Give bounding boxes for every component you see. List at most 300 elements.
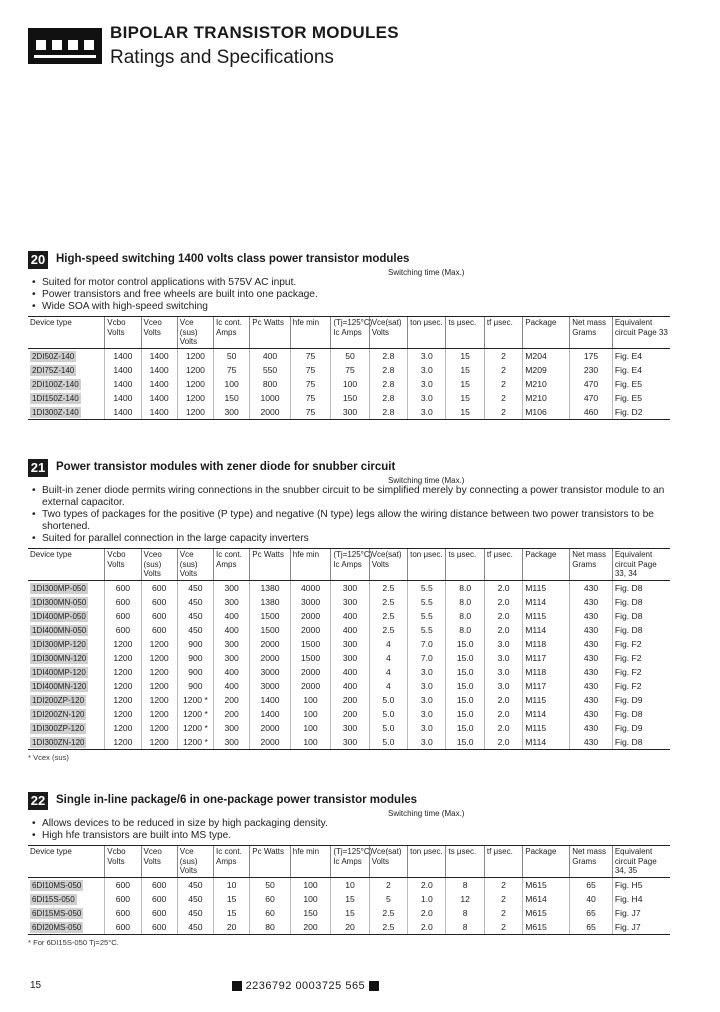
table-cell: Fig. D8 bbox=[612, 735, 670, 750]
column-header: hfe min bbox=[290, 317, 331, 349]
table-cell: 75 bbox=[290, 363, 331, 377]
list-item: • Suited for parallel connection in the large capacity inverters bbox=[28, 533, 678, 545]
table-row bbox=[28, 679, 670, 693]
device-type-label: 1DI400MN-050 bbox=[32, 625, 87, 635]
cell-device-type bbox=[28, 892, 105, 906]
table-cell: 430 bbox=[570, 735, 613, 750]
table-cell: 50 bbox=[214, 348, 250, 363]
table-cell: 1200 bbox=[177, 377, 213, 391]
table-cell: 4 bbox=[369, 651, 407, 665]
section-20 bbox=[28, 251, 678, 420]
device-type-label: 1DI300ZP-120 bbox=[32, 723, 85, 733]
table-cell: 3.0 bbox=[408, 679, 446, 693]
table-cell: 15.0 bbox=[446, 651, 484, 665]
cell-device-type bbox=[28, 665, 105, 679]
list-item: • Suited for motor control applications with 575V AC input. bbox=[28, 277, 678, 289]
section-heading bbox=[28, 251, 678, 271]
column-header: Vcbo Volts bbox=[105, 317, 141, 349]
table-cell: Fig. D8 bbox=[612, 623, 670, 637]
table-cell: 600 bbox=[141, 595, 177, 609]
table-cell: 5.0 bbox=[369, 735, 407, 750]
table-cell: 60 bbox=[250, 892, 291, 906]
table-cell: 3000 bbox=[250, 679, 291, 693]
table-row bbox=[28, 348, 670, 363]
table-cell: 470 bbox=[570, 377, 613, 391]
table-cell: 2 bbox=[484, 348, 522, 363]
table-cell: Fig. F2 bbox=[612, 665, 670, 679]
table-cell: 400 bbox=[331, 623, 369, 637]
table-cell: 2.0 bbox=[484, 595, 522, 609]
table-row bbox=[28, 363, 670, 377]
column-header: Device type bbox=[28, 846, 105, 878]
table-row bbox=[28, 391, 670, 405]
table-cell: 200 bbox=[214, 707, 250, 721]
table-cell: 300 bbox=[331, 405, 369, 420]
table-cell: 15 bbox=[446, 391, 484, 405]
table-row bbox=[28, 707, 670, 721]
table-cell: 75 bbox=[290, 405, 331, 420]
barcode-text: 2236792 0003725 565 bbox=[245, 980, 366, 992]
table-cell: 450 bbox=[177, 877, 213, 892]
table-cell: 800 bbox=[250, 377, 291, 391]
table-cell: 3.0 bbox=[484, 651, 522, 665]
table-cell: 1200 * bbox=[177, 693, 213, 707]
column-header: Vceo Volts bbox=[141, 317, 177, 349]
table-cell: 1200 bbox=[141, 735, 177, 750]
table-cell: 2 bbox=[484, 877, 522, 892]
table-cell: 1400 bbox=[141, 363, 177, 377]
table-cell: 900 bbox=[177, 679, 213, 693]
table-cell: Fig. D9 bbox=[612, 721, 670, 735]
table-cell: 3.0 bbox=[408, 405, 446, 420]
table-cell: Fig. E5 bbox=[612, 377, 670, 391]
device-type-label: 2DI100Z-140 bbox=[32, 379, 79, 389]
list-item: • Allows devices to be reduced in size by high packaging density. bbox=[28, 818, 678, 830]
device-type-label: 1DI300Z-140 bbox=[32, 407, 79, 417]
device-type-label: 1DI400MP-120 bbox=[32, 667, 86, 677]
table-cell: 300 bbox=[214, 595, 250, 609]
page-subtitle: Ratings and Specifications bbox=[110, 47, 334, 68]
table-cell: 200 bbox=[331, 707, 369, 721]
table-cell: 4 bbox=[369, 665, 407, 679]
table-cell: 65 bbox=[570, 906, 613, 920]
table-cell: 1400 bbox=[105, 405, 141, 420]
table-cell: 2.8 bbox=[369, 363, 407, 377]
table-cell: 2000 bbox=[290, 679, 331, 693]
table-cell: 430 bbox=[570, 623, 613, 637]
table-cell: 200 bbox=[290, 920, 331, 935]
column-header: Net mass Grams bbox=[570, 846, 613, 878]
page-number: 15 bbox=[30, 980, 42, 991]
table-row bbox=[28, 637, 670, 651]
table-cell: 15 bbox=[446, 363, 484, 377]
table-cell: Fig. E4 bbox=[612, 348, 670, 363]
table-cell: 300 bbox=[331, 580, 369, 595]
table-cell: 430 bbox=[570, 609, 613, 623]
table-cell: 150 bbox=[290, 906, 331, 920]
device-type-label: 6DI20MS-050 bbox=[32, 922, 82, 932]
table-cell: 1380 bbox=[250, 580, 291, 595]
device-type-label: 1DI300MN-050 bbox=[32, 597, 87, 607]
cell-device-type bbox=[28, 906, 105, 920]
device-type-label: 1DI150Z-140 bbox=[32, 393, 79, 403]
table-cell: 2 bbox=[484, 906, 522, 920]
spec-table bbox=[28, 845, 670, 935]
column-header: tf μsec. bbox=[484, 846, 522, 878]
section-heading bbox=[28, 792, 678, 812]
table-cell: 1500 bbox=[290, 637, 331, 651]
table-row bbox=[28, 906, 670, 920]
cell-device-type bbox=[28, 707, 105, 721]
table-cell: M115 bbox=[523, 580, 570, 595]
column-header: Equivalent circuit Page 33, 34 bbox=[612, 549, 670, 581]
table-cell: M115 bbox=[523, 609, 570, 623]
column-header: Device type bbox=[28, 549, 105, 581]
table-cell: 15 bbox=[214, 892, 250, 906]
table-cell: 1500 bbox=[250, 623, 291, 637]
table-cell: M114 bbox=[523, 595, 570, 609]
table-cell: 430 bbox=[570, 580, 613, 595]
table-cell: 200 bbox=[214, 693, 250, 707]
table-cell: 600 bbox=[105, 906, 141, 920]
table-cell: 75 bbox=[331, 363, 369, 377]
feature-list bbox=[28, 818, 678, 842]
table-cell: 100 bbox=[290, 892, 331, 906]
table-cell: 1200 bbox=[141, 693, 177, 707]
table-row bbox=[28, 665, 670, 679]
table-cell: 430 bbox=[570, 707, 613, 721]
column-header: Package bbox=[523, 317, 570, 349]
table-cell: 300 bbox=[331, 735, 369, 750]
cell-device-type bbox=[28, 920, 105, 935]
cell-device-type bbox=[28, 735, 105, 750]
feature-list bbox=[28, 485, 678, 545]
table-cell: 1200 bbox=[105, 721, 141, 735]
table-cell: 400 bbox=[331, 665, 369, 679]
cell-device-type bbox=[28, 609, 105, 623]
table-cell: 2.0 bbox=[408, 920, 446, 935]
table-cell: 7.0 bbox=[408, 637, 446, 651]
cell-device-type bbox=[28, 580, 105, 595]
table-cell: 400 bbox=[250, 348, 291, 363]
list-item: • Built-in zener diode permits wiring connections in the snubber circuit to be simplified merely by connecting a power transistor module to an external capacitor. bbox=[28, 485, 678, 509]
spec-table bbox=[28, 316, 670, 420]
table-cell: 3.0 bbox=[484, 637, 522, 651]
device-type-label: 1DI200ZP-120 bbox=[32, 695, 85, 705]
table-cell: M114 bbox=[523, 623, 570, 637]
table-cell: 1200 bbox=[141, 637, 177, 651]
column-header: Vce(sat) Volts bbox=[369, 846, 407, 878]
device-type-label: 2DI75Z-140 bbox=[32, 365, 75, 375]
table-cell: 400 bbox=[331, 679, 369, 693]
table-row bbox=[28, 721, 670, 735]
column-header: Vceo (sus) Volts bbox=[141, 549, 177, 581]
table-cell: 200 bbox=[331, 693, 369, 707]
table-cell: 2.5 bbox=[369, 920, 407, 935]
table-cell: 2.0 bbox=[484, 721, 522, 735]
column-header: ton μsec. bbox=[408, 317, 446, 349]
table-cell: 15.0 bbox=[446, 665, 484, 679]
table-cell: 7.0 bbox=[408, 651, 446, 665]
table-cell: 400 bbox=[214, 679, 250, 693]
table-cell: 100 bbox=[290, 735, 331, 750]
table-cell: 100 bbox=[290, 877, 331, 892]
table-cell: 4 bbox=[369, 637, 407, 651]
table-cell: 600 bbox=[105, 623, 141, 637]
table-cell: 600 bbox=[141, 906, 177, 920]
table-cell: 460 bbox=[570, 405, 613, 420]
table-cell: 100 bbox=[331, 377, 369, 391]
table-cell: 3.0 bbox=[484, 679, 522, 693]
cell-device-type bbox=[28, 363, 105, 377]
column-header: Pc Watts bbox=[250, 846, 291, 878]
column-header: Device type bbox=[28, 317, 105, 349]
table-cell: 3.0 bbox=[408, 363, 446, 377]
table-cell: 2 bbox=[484, 363, 522, 377]
table-cell: 400 bbox=[214, 623, 250, 637]
table-cell: 600 bbox=[105, 609, 141, 623]
device-type-label: 1DI200ZN-120 bbox=[32, 709, 85, 719]
table-cell: 300 bbox=[331, 651, 369, 665]
table-cell: 1400 bbox=[105, 348, 141, 363]
table-cell: 1400 bbox=[250, 707, 291, 721]
cell-device-type bbox=[28, 391, 105, 405]
table-cell: 5 bbox=[369, 892, 407, 906]
page-header bbox=[28, 22, 688, 82]
table-cell: 5.0 bbox=[369, 707, 407, 721]
list-item: • Wide SOA with high-speed switching bbox=[28, 301, 678, 313]
table-cell: M106 bbox=[523, 405, 570, 420]
table-cell: 60 bbox=[250, 906, 291, 920]
table-cell: Fig. F2 bbox=[612, 637, 670, 651]
table-cell: 1200 bbox=[141, 707, 177, 721]
table-cell: 2000 bbox=[290, 665, 331, 679]
table-cell: 3.0 bbox=[408, 377, 446, 391]
table-row bbox=[28, 623, 670, 637]
table-cell: 300 bbox=[214, 580, 250, 595]
table-row bbox=[28, 580, 670, 595]
table-cell: 2.0 bbox=[484, 580, 522, 595]
table-cell: 400 bbox=[214, 609, 250, 623]
table-row bbox=[28, 920, 670, 935]
column-header: Ic cont. Amps bbox=[214, 317, 250, 349]
table-cell: Fig. D8 bbox=[612, 580, 670, 595]
table-cell: 3.0 bbox=[408, 391, 446, 405]
table-cell: 470 bbox=[570, 391, 613, 405]
table-cell: 75 bbox=[290, 391, 331, 405]
table-cell: Fig. D8 bbox=[612, 595, 670, 609]
table-cell: 430 bbox=[570, 679, 613, 693]
table-cell: 2000 bbox=[250, 405, 291, 420]
column-header: Vce (sus) Volts bbox=[177, 549, 213, 581]
table-cell: 175 bbox=[570, 348, 613, 363]
table-cell: 550 bbox=[250, 363, 291, 377]
table-cell: 2.5 bbox=[369, 906, 407, 920]
table-cell: 1200 bbox=[141, 651, 177, 665]
table-cell: Fig. F2 bbox=[612, 679, 670, 693]
table-cell: 3.0 bbox=[408, 693, 446, 707]
table-cell: 2.0 bbox=[484, 735, 522, 750]
device-type-label: 1DI400MP-050 bbox=[32, 611, 86, 621]
table-cell: 430 bbox=[570, 595, 613, 609]
cell-device-type bbox=[28, 637, 105, 651]
table-cell: 3.0 bbox=[408, 721, 446, 735]
device-type-label: 6DI15S-050 bbox=[32, 894, 75, 904]
table-cell: 300 bbox=[331, 637, 369, 651]
table-cell: M114 bbox=[523, 735, 570, 750]
table-cell: 2.5 bbox=[369, 580, 407, 595]
table-cell: 900 bbox=[177, 637, 213, 651]
table-cell: 1400 bbox=[250, 693, 291, 707]
section-number: 21 bbox=[28, 459, 48, 477]
table-cell: 400 bbox=[331, 609, 369, 623]
table-cell: 2.0 bbox=[484, 707, 522, 721]
table-cell: 1000 bbox=[250, 391, 291, 405]
device-type-label: 1DI300MP-050 bbox=[32, 583, 86, 593]
table-row bbox=[28, 651, 670, 665]
table-cell: 2 bbox=[484, 391, 522, 405]
table-cell: 1400 bbox=[141, 405, 177, 420]
table-cell: 80 bbox=[250, 920, 291, 935]
column-header: Vce (sus) Volts bbox=[177, 846, 213, 878]
table-cell: M117 bbox=[523, 679, 570, 693]
column-header: Package bbox=[523, 846, 570, 878]
table-cell: 5.0 bbox=[369, 693, 407, 707]
table-cell: 5.0 bbox=[369, 721, 407, 735]
list-item: • Power transistors and free wheels are built into one package. bbox=[28, 289, 678, 301]
table-cell: 450 bbox=[177, 892, 213, 906]
table-cell: 1200 bbox=[105, 707, 141, 721]
table-cell: Fig. E5 bbox=[612, 391, 670, 405]
table-cell: 300 bbox=[214, 651, 250, 665]
table-cell: 2 bbox=[484, 892, 522, 906]
table-cell: 2.0 bbox=[484, 623, 522, 637]
table-cell: 1200 bbox=[105, 679, 141, 693]
table-cell: 1400 bbox=[141, 391, 177, 405]
table-cell: 2.8 bbox=[369, 405, 407, 420]
table-cell: 15.0 bbox=[446, 721, 484, 735]
column-header: Vcbo Volts bbox=[105, 846, 141, 878]
table-cell: Fig. F2 bbox=[612, 651, 670, 665]
table-cell: 1200 bbox=[105, 693, 141, 707]
table-cell: 300 bbox=[214, 721, 250, 735]
table-cell: 300 bbox=[331, 721, 369, 735]
cell-device-type bbox=[28, 651, 105, 665]
table-row bbox=[28, 877, 670, 892]
table-cell: 1200 bbox=[141, 665, 177, 679]
table-cell: 1200 bbox=[177, 405, 213, 420]
table-cell: 100 bbox=[214, 377, 250, 391]
section-title: High-speed switching 1400 volts class power transistor modules bbox=[56, 253, 410, 265]
table-cell: 2.0 bbox=[484, 693, 522, 707]
table-cell: 3.0 bbox=[408, 735, 446, 750]
table-cell: 1400 bbox=[105, 377, 141, 391]
table-cell: 600 bbox=[141, 580, 177, 595]
table-cell: 600 bbox=[141, 623, 177, 637]
table-cell: Fig. D8 bbox=[612, 707, 670, 721]
section-22 bbox=[28, 792, 678, 947]
column-header: tf μsec. bbox=[484, 549, 522, 581]
table-cell: 2.0 bbox=[408, 906, 446, 920]
spec-table bbox=[28, 548, 670, 750]
table-cell: M114 bbox=[523, 707, 570, 721]
column-header: Equivalent circuit Page 33 bbox=[612, 317, 670, 349]
cell-device-type bbox=[28, 595, 105, 609]
table-cell: 3.0 bbox=[408, 665, 446, 679]
table-cell: 2.8 bbox=[369, 391, 407, 405]
table-cell: 12 bbox=[446, 892, 484, 906]
table-cell: 5.5 bbox=[408, 595, 446, 609]
table-cell: 2.8 bbox=[369, 377, 407, 391]
column-header: (Tj=125°C) Ic Amps bbox=[331, 549, 369, 581]
device-type-label: 1DI300MN-120 bbox=[32, 653, 87, 663]
column-header: Pc Watts bbox=[250, 317, 291, 349]
column-header: Net mass Grams bbox=[570, 317, 613, 349]
table-cell: 5.5 bbox=[408, 609, 446, 623]
table-cell: 75 bbox=[290, 377, 331, 391]
cell-device-type bbox=[28, 623, 105, 637]
table-cell: 150 bbox=[331, 391, 369, 405]
table-cell: 450 bbox=[177, 906, 213, 920]
table-cell: 1200 bbox=[177, 348, 213, 363]
table-cell: 75 bbox=[290, 348, 331, 363]
table-cell: 3000 bbox=[250, 665, 291, 679]
section-heading bbox=[28, 459, 678, 479]
table-cell: M210 bbox=[523, 377, 570, 391]
table-cell: 15 bbox=[214, 906, 250, 920]
table-cell: 2 bbox=[369, 877, 407, 892]
table-cell: 430 bbox=[570, 693, 613, 707]
list-item: • High hfe transistors are built into MS type. bbox=[28, 830, 678, 842]
table-cell: Fig. H4 bbox=[612, 892, 670, 906]
column-header: (Tj=125°C) Ic Amps bbox=[331, 317, 369, 349]
table-cell: M210 bbox=[523, 391, 570, 405]
table-cell: M614 bbox=[523, 892, 570, 906]
table-row bbox=[28, 405, 670, 420]
table-cell: 450 bbox=[177, 609, 213, 623]
table-cell: 600 bbox=[105, 877, 141, 892]
table-cell: 1200 bbox=[105, 665, 141, 679]
table-cell: 3.0 bbox=[408, 348, 446, 363]
table-cell: 600 bbox=[141, 892, 177, 906]
table-cell: 1.0 bbox=[408, 892, 446, 906]
column-header: (Tj=125°C) Ic Amps bbox=[331, 846, 369, 878]
table-cell: 1400 bbox=[105, 391, 141, 405]
table-cell: 10 bbox=[214, 877, 250, 892]
table-cell: 1200 bbox=[105, 735, 141, 750]
table-cell: Fig. E4 bbox=[612, 363, 670, 377]
table-cell: 1200 * bbox=[177, 707, 213, 721]
device-type-label: 1DI300MP-120 bbox=[32, 639, 86, 649]
table-cell: 1380 bbox=[250, 595, 291, 609]
table-cell: 8 bbox=[446, 906, 484, 920]
table-cell: 2.0 bbox=[484, 609, 522, 623]
table-cell: 1200 bbox=[177, 363, 213, 377]
table-cell: 400 bbox=[214, 665, 250, 679]
table-cell: Fig. D9 bbox=[612, 693, 670, 707]
page-title: BIPOLAR TRANSISTOR MODULES bbox=[110, 23, 399, 42]
table-cell: 2 bbox=[484, 405, 522, 420]
table-cell: 450 bbox=[177, 623, 213, 637]
table-cell: 2000 bbox=[250, 721, 291, 735]
column-header: Vce(sat) Volts bbox=[369, 317, 407, 349]
table-cell: 65 bbox=[570, 920, 613, 935]
table-cell: 1200 bbox=[105, 651, 141, 665]
table-row bbox=[28, 377, 670, 391]
table-cell: 1400 bbox=[141, 377, 177, 391]
device-type-label: 1DI300ZN-120 bbox=[32, 737, 85, 747]
table-cell: 1200 bbox=[105, 637, 141, 651]
